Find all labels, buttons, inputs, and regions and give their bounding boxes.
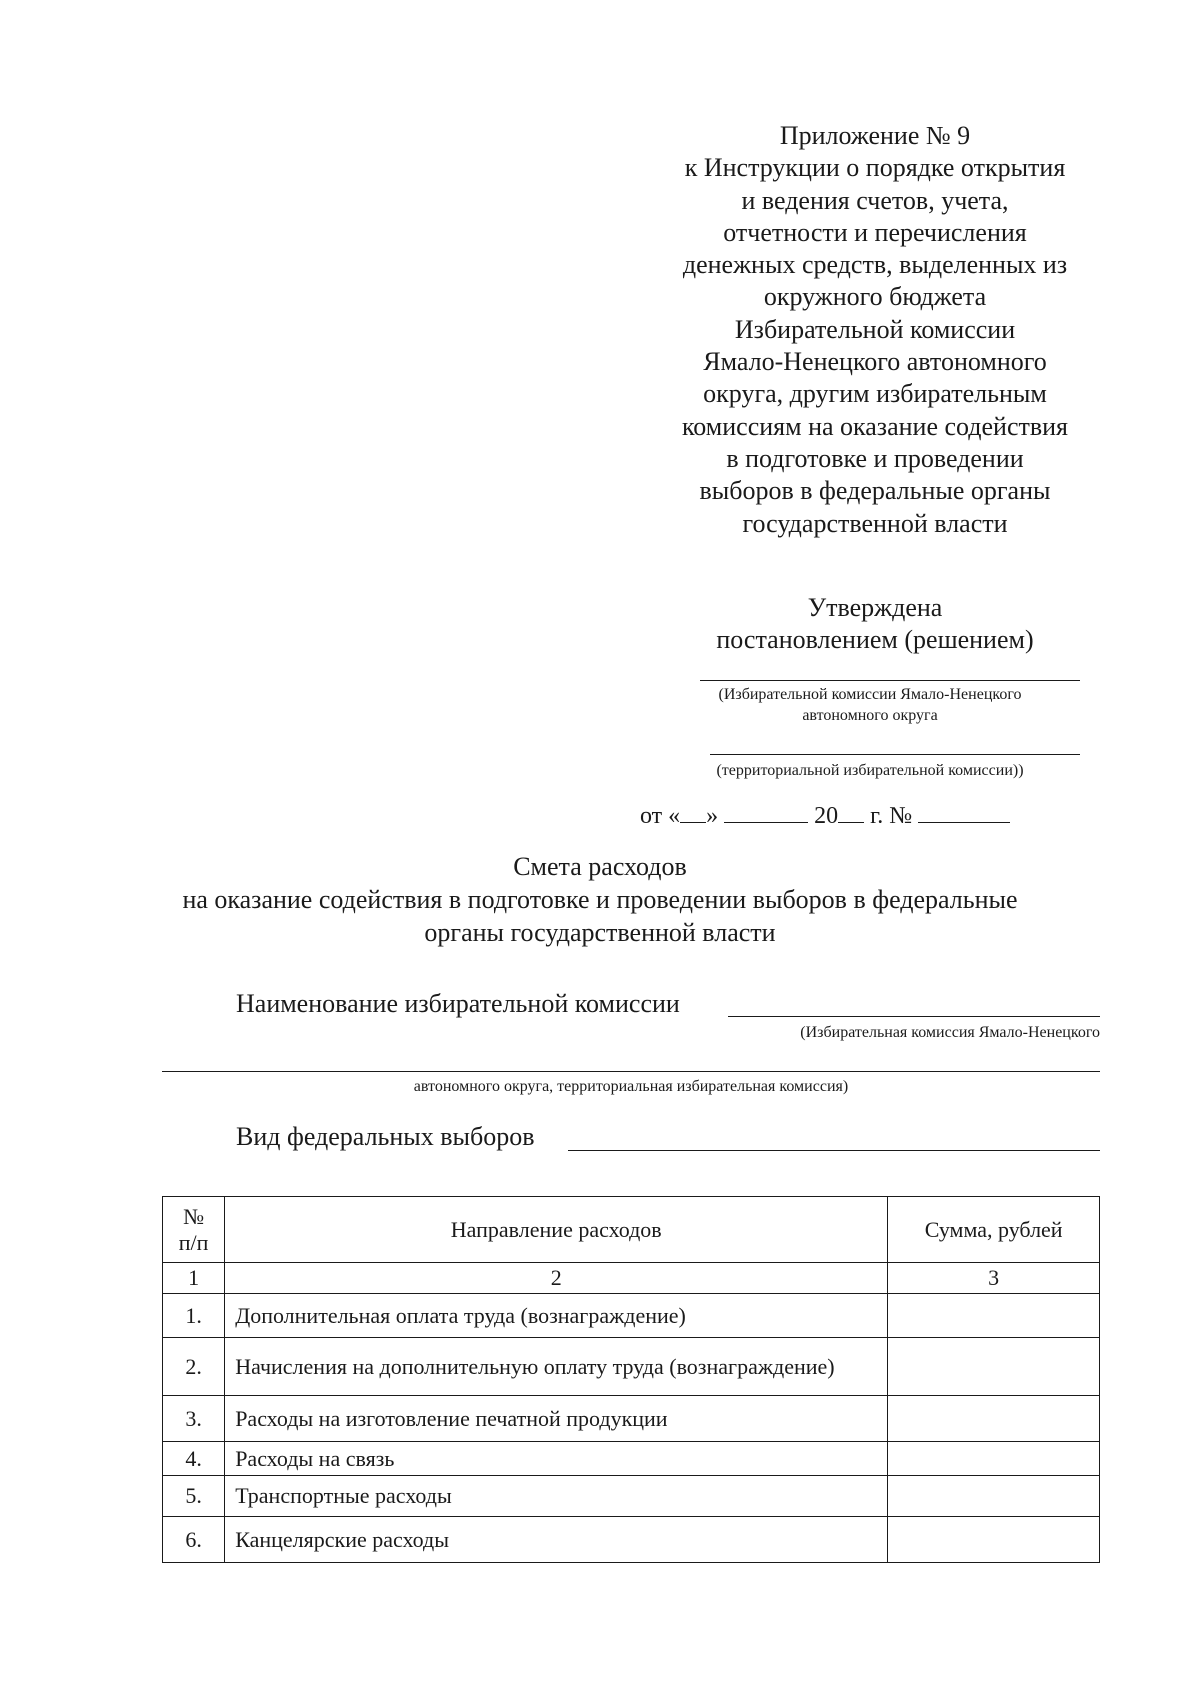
appendix-line: окружного бюджета [763,282,987,312]
approved-by-label: постановлением (решением) [716,625,1034,654]
appendix-line: и ведения счетов, учета, [741,185,1009,215]
row-sum-cell[interactable] [888,1294,1100,1338]
table-col-numbers-row [163,1263,1100,1294]
caption-line: (территориальной избирательной комиссии)) [716,762,1024,779]
title-line: Смета расходов [513,852,687,881]
table-row [163,1476,1100,1517]
date-month-blank[interactable] [724,800,808,823]
table-row [163,1517,1100,1563]
date-day-blank[interactable] [680,800,706,823]
commission-name-line-2[interactable] [162,1071,1100,1072]
date-number-label: г. № [870,803,913,829]
table-row [163,1396,1100,1442]
col-number: 2 [225,1263,888,1294]
row-sum-cell[interactable] [888,1517,1100,1563]
row-num: 4. [163,1442,225,1476]
row-sum-cell[interactable] [888,1442,1100,1476]
appendix-line: выборов в федеральные органы [699,476,1051,506]
commission-caption-1: (Избирательная комиссия Ямало-Ненецкого [800,1024,1100,1041]
approval-territorial-line[interactable] [710,754,1080,755]
appendix-line: Приложение № 9 [779,121,971,150]
row-direction: Расходы на изготовление печатной продукции [225,1396,888,1442]
col-number: 3 [888,1263,1100,1294]
table-row [163,1338,1100,1396]
table-row [163,1442,1100,1476]
document-title [100,850,1100,949]
appendix-line: денежных средств, выделенных из [682,250,1068,280]
commission-name-label: Наименование избирательной комиссии [236,989,680,1018]
budget-table [162,1196,1100,1563]
date-prefix: от « [640,803,681,829]
approval-date-line [640,800,1080,831]
row-direction: Транспортные расходы [225,1476,888,1517]
election-type-line[interactable] [568,1150,1100,1151]
row-num: 1. [163,1294,225,1338]
table-header-row [163,1197,1100,1263]
approval-commission-caption [640,684,1100,726]
commission-name-line[interactable] [728,1016,1100,1017]
caption-line: (Избирательной комиссии Ямало-Ненецкого [718,686,1022,703]
approval-territorial-caption [640,760,1100,781]
date-year-blank[interactable] [838,800,864,823]
row-num: 6. [163,1517,225,1563]
header-sum: Сумма, рублей [888,1197,1100,1263]
appendix-line: к Инструкции о порядке открытия [684,153,1066,183]
appendix-line: Избирательной комиссии [734,314,1016,344]
approved-label: Утверждена [807,593,943,622]
table-row [163,1294,1100,1338]
commission-caption-2: автономного округа, территориальная избирательная комиссия) [413,1078,849,1095]
election-type-label: Вид федеральных выборов [236,1122,535,1151]
appendix-header [640,120,1110,540]
row-direction: Дополнительная оплата труда (вознаграждение) [225,1294,888,1338]
approval-commission-line[interactable] [700,680,1080,681]
date-year-prefix: 20 [814,803,839,829]
row-sum-cell[interactable] [888,1396,1100,1442]
row-direction: Канцелярские расходы [225,1517,888,1563]
row-num: 2. [163,1338,225,1396]
title-line: на оказание содействия в подготовке и проведении выборов в федеральные [182,885,1018,914]
title-line: органы государственной власти [424,918,776,947]
approval-block [640,592,1110,656]
appendix-line: комиссиям на оказание содействия [681,411,1069,441]
appendix-line: округа, другим избирательным [703,379,1047,409]
col-number: 1 [163,1263,225,1294]
date-number-blank[interactable] [918,800,1010,823]
row-direction: Начисления на дополнительную оплату труда (вознаграждение) [225,1338,888,1396]
appendix-line: в подготовке и проведении [726,443,1024,473]
row-num: 3. [163,1396,225,1442]
row-sum-cell[interactable] [888,1476,1100,1517]
appendix-line: Ямало-Ненецкого автономного [703,347,1047,377]
caption-line: автономного округа [802,707,938,724]
date-quote-close: » [706,803,719,829]
appendix-line: отчетности и перечисления [723,217,1027,247]
row-direction: Расходы на связь [225,1442,888,1476]
row-sum-cell[interactable] [888,1338,1100,1396]
header-direction: Направление расходов [225,1197,888,1263]
appendix-line: государственной власти [742,508,1008,538]
header-num: № п/п [163,1197,225,1263]
row-num: 5. [163,1476,225,1517]
